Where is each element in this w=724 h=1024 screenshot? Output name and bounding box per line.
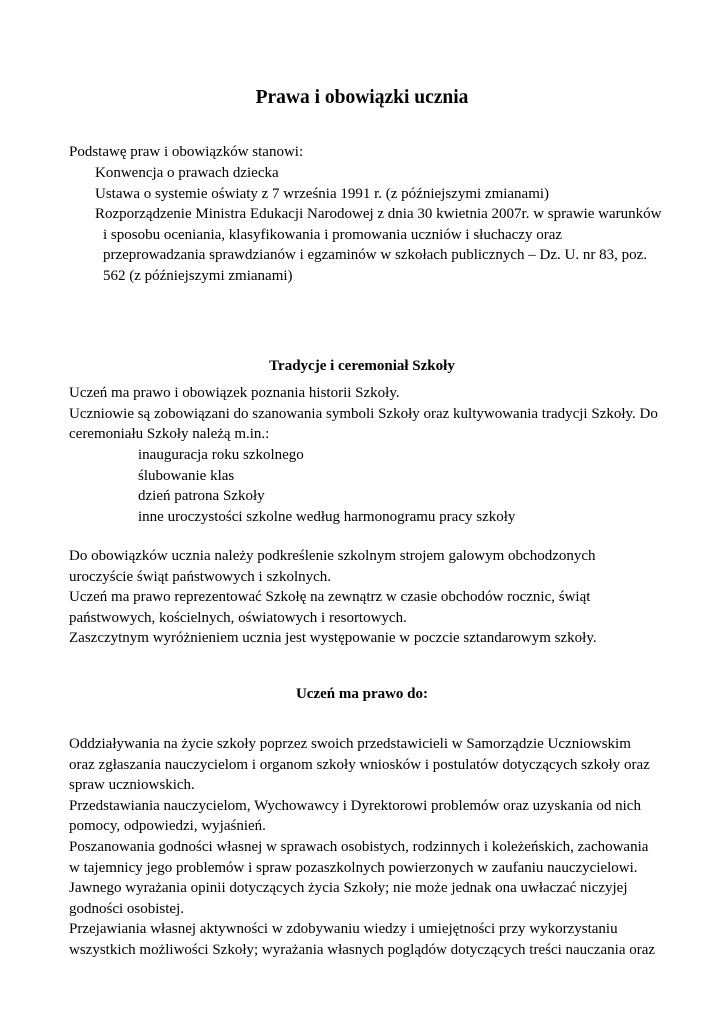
basis-item-regulation: Rozporządzenie Ministra Edukacji Narodowej z dnia 30 kwietnia 2007r. w sprawie warunków i sposobu oceniania, klasyfikowania i promowania uczniów i słuchaczy oraz przeprowadzania sprawdzianów i egzaminów w szkołach publicznych – Dz. U. nr 83, poz. 562 (z późniejszymi zmianami) [95,206,662,284]
traditions-para-history: Uczeń ma prawo i obowiązek poznania historii Szkoły. [69,385,400,401]
rights-item-dignity: Poszanowania godności własnej w sprawach osobistych, rodzinnych i koleżeńskich, zachowania w tajemnicy jego problemów i spraw pozaszkolnych powierzonych w zaufaniu nauczycielowi. [69,838,649,876]
ceremony-list [138,445,638,527]
ceremony-item: dzień patrona Szkoły [138,488,265,505]
basis-intro: Podstawę praw i obowiązków stanowi: [69,144,304,160]
rights-item-opinion: Jawnego wyrażania opinii dotyczących życia Szkoły; nie może jednak ona uwłaczać niczyjej godności osobistej. [69,880,628,917]
traditions-para-attire: Do obowiązków ucznia należy podkreślenie szkolnym strojem galowym obchodzonych uroczyście świąt państwowych i szkolnych. [69,548,596,585]
ceremony-item: inne uroczystości szkolne według harmonogramu pracy szkoły [138,508,516,525]
traditions-duties [69,546,659,649]
traditions-para-representation: Uczeń ma prawo reprezentować Szkołę na zewnątrz w czasie obchodów rocznic, świąt państwowych, kościelnych, oświatowych i resortowych. [69,589,591,626]
rights-item-problems: Przedstawiania nauczycielom, Wychowawcy i Dyrektorowi problemów oraz uzyskania od nich pomocy, odpowiedzi, wyjaśnień. [69,797,641,835]
rights-item-activity: Przejawiania własnej aktywności w zdobywaniu wiedzy i umiejętności przy wykorzystaniu wszystkich możliwości Szkoły; wyrażania własnych poglądów dotyczących treści nauczania oraz [69,921,656,958]
traditions-para-standard: Zaszczytnym wyróżnieniem ucznia jest występowanie w poczcie sztandarowym szkoły. [69,630,597,647]
rights-item-influence: Oddziaływania na życie szkoły poprzez swoich przedstawicieli w Samorządzie Uczniowskim oraz zgłaszania nauczycielom i organom szkoły wniosków i postulatów dotyczących szkoły oraz spraw uczniowskich. [69,736,650,794]
basis-item-convention: Konwencja o prawach dziecka [95,165,279,181]
page-title: Prawa i obowiązki ucznia [255,87,469,108]
rights-list [69,734,659,961]
ceremony-item: inauguracja roku szkolnego [138,447,304,463]
ceremony-item: ślubowanie klas [138,467,235,484]
traditions-para-symbols: Uczniowie są zobowiązani do szanowania symboli Szkoły oraz kultywowania tradycji Szkoły. Do ceremoniału Szkoły należą m.in.: [69,405,658,443]
traditions-heading: Tradycje i ceremoniał Szkoły [269,358,455,374]
traditions-intro [69,383,659,445]
basis-list [95,163,665,287]
basis-item-act: Ustawa o systemie oświaty z 7 września 1991 r. (z późniejszymi zmianami) [95,185,550,202]
rights-heading: Uczeń ma prawo do: [295,686,429,702]
